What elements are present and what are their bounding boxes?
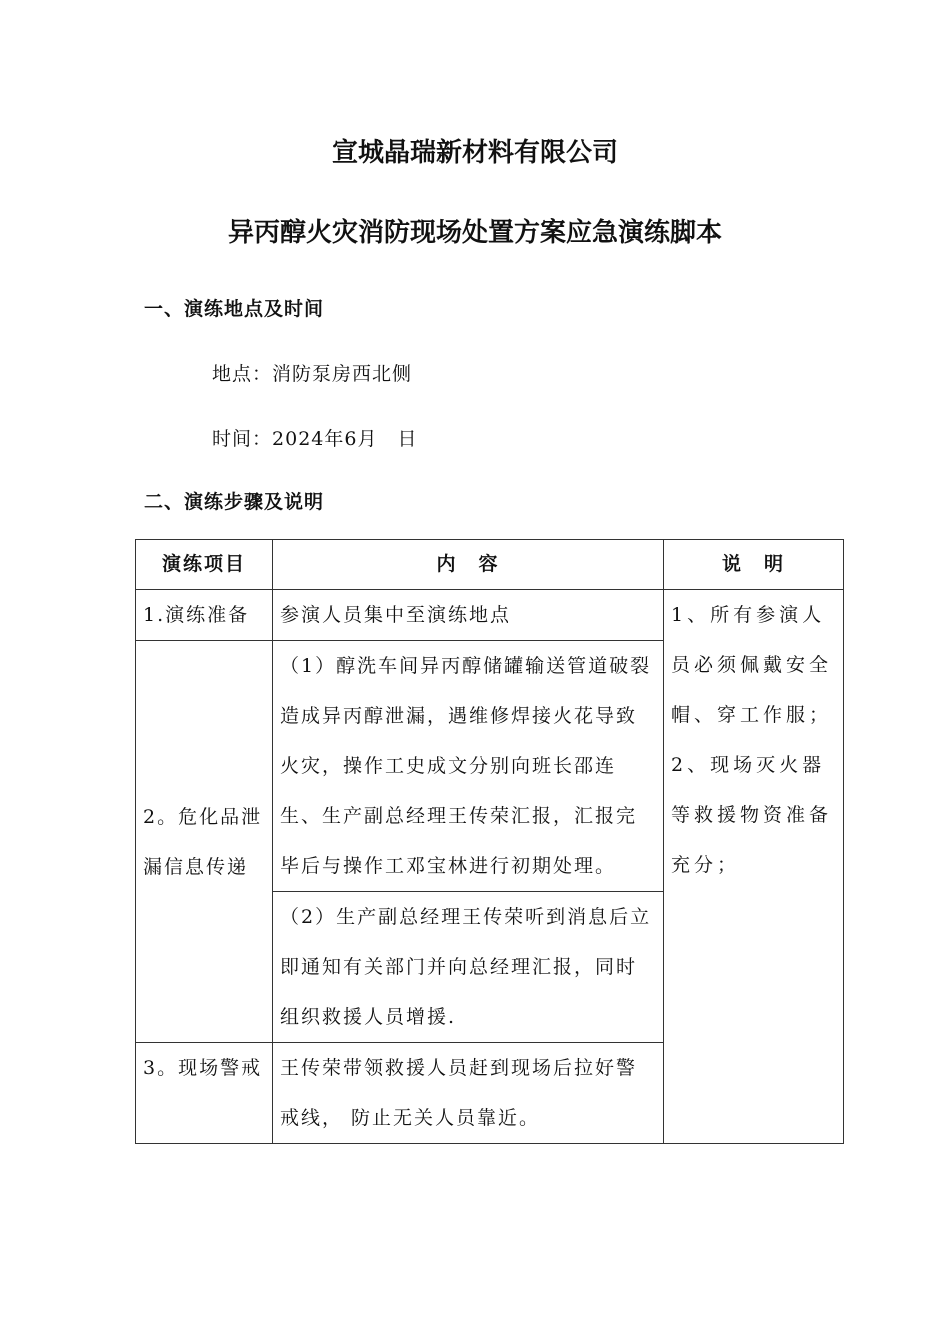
table-header-row	[136, 540, 844, 590]
row-content: （2）生产副总经理王传荣听到消息后立即通知有关部门并向总经理汇报，同时组织救援人员增援.	[273, 892, 664, 1043]
row-content: 参演人员集中至演练地点	[273, 590, 664, 641]
row-item: 3。现场警戒	[136, 1043, 273, 1144]
row-item: 2。危化品泄漏信息传递	[136, 641, 273, 1043]
time-line	[212, 424, 417, 451]
time-label: 时间：	[212, 428, 273, 450]
row-content: 王传荣带领救援人员赶到现场后拉好警戒线， 防止无关人员靠近。	[273, 1043, 664, 1144]
section-heading-steps: 二、演练步骤及说明	[144, 491, 325, 513]
table-row	[136, 590, 844, 641]
document-title: 异丙醇火灾消防现场处置方案应急演练脚本	[227, 218, 722, 248]
note-cell: 1、所有参演人员必须佩戴安全帽、穿工作服；2、现场灭火器等救援物资准备充分；	[664, 590, 844, 1144]
time-value: 2024年6月 日	[272, 428, 418, 450]
company-title: 宣城晶瑞新材料有限公司	[331, 138, 618, 168]
steps-table	[135, 539, 844, 1144]
row-item: 1.演练准备	[136, 590, 273, 641]
header-note: 说 明	[664, 540, 844, 590]
header-item: 演练项目	[136, 540, 273, 590]
row-content: （1）醇洗车间异丙醇储罐输送管道破裂造成异丙醇泄漏，遇维修焊接火花导致火灾，操作工史成文分别向班长邵连生、生产副总经理王传荣汇报，汇报完毕后与操作工邓宝林进行初期处理。	[273, 641, 664, 892]
location-label: 地点：	[212, 363, 273, 385]
header-content: 内 容	[273, 540, 664, 590]
section-heading-location-time: 一、演练地点及时间	[144, 298, 325, 320]
location-line	[212, 359, 412, 386]
location-value: 消防泵房西北侧	[272, 363, 413, 385]
